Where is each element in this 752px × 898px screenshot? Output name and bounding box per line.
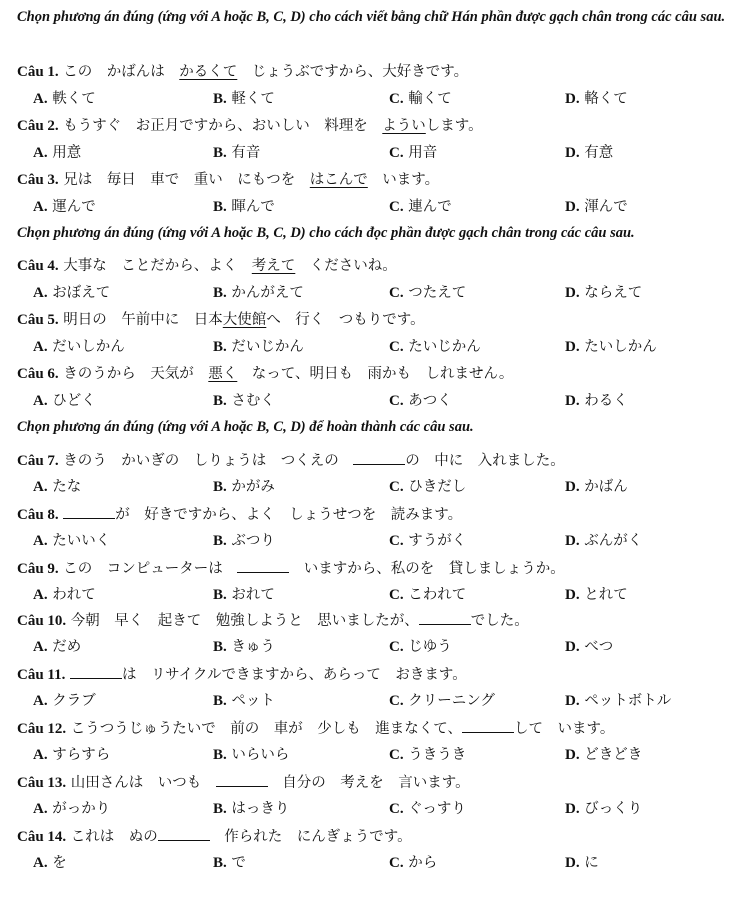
option-text: かばん [584,479,628,495]
answer-option[interactable] [33,853,67,873]
answer-option[interactable] [33,799,110,819]
option-letter: D. [565,533,580,549]
question-number: Câu 7. [17,453,59,469]
option-text: こわれて [408,587,467,603]
option-letter: A. [33,855,48,871]
option-text: うきうき [408,747,467,763]
option-text: たな [52,479,82,495]
answer-option[interactable] [565,799,642,819]
option-text: たいいく [52,533,111,549]
question-stem [17,62,747,82]
option-letter: B. [213,587,227,603]
option-letter: D. [565,91,580,107]
answer-option[interactable] [33,283,110,303]
answer-blank [237,558,289,573]
option-text: べつ [584,639,614,655]
underlined-target: はこんで [309,172,368,188]
answer-option[interactable] [213,197,275,217]
answer-option[interactable] [33,391,96,411]
option-letter: A. [33,639,48,655]
question-number: Câu 14. [17,829,67,845]
answer-option[interactable] [389,197,452,217]
answer-option[interactable] [33,89,96,109]
option-text: ペットボトル [584,693,672,709]
option-text: いらいら [231,747,290,763]
question-number: Câu 3. [17,172,59,188]
stem-text: こうつうじゅうたいで 前の 車が 少しも 進まなくて、 [70,721,463,737]
option-text: わるく [584,393,628,409]
answer-blank [63,504,115,519]
answer-options [0,283,752,303]
underlined-target: かるくて [179,64,238,80]
answer-options [0,143,752,163]
underlined-target: ようい [382,118,426,134]
option-letter: B. [213,199,227,215]
question-stem [17,664,747,685]
stem-text: でした。 [470,613,529,629]
answer-option[interactable] [389,283,466,303]
stem-text: します。 [425,118,483,134]
stem-text: は リサイクルできますから、あらって おきます。 [121,667,467,683]
option-text: から [408,855,438,871]
option-text: 運んで [52,199,96,215]
stem-text: この コンピューターは [63,561,238,577]
option-text: あつく [408,393,452,409]
answer-option[interactable] [213,531,275,551]
answer-options [0,531,752,551]
option-letter: A. [33,393,48,409]
answer-option[interactable] [565,337,657,357]
answer-option[interactable] [213,337,304,357]
question-number: Câu 4. [17,258,59,274]
option-letter: C. [389,285,404,301]
option-letter: A. [33,479,48,495]
answer-options [0,745,752,765]
option-text: 軼くて [52,91,96,107]
answer-option[interactable] [389,89,452,109]
answer-options [0,337,752,357]
option-letter: A. [33,285,48,301]
stem-text: 明日の 午前中に 日本 [63,312,223,328]
answer-option[interactable] [565,143,613,163]
option-letter: D. [565,587,580,603]
answer-blank [462,718,514,733]
option-letter: A. [33,533,48,549]
option-letter: A. [33,801,48,817]
stem-text: きのうから 天気が [63,366,209,382]
option-text: ぶんがく [584,533,643,549]
option-letter: B. [213,639,227,655]
option-letter: C. [389,533,404,549]
option-letter: B. [213,393,227,409]
option-text: 連んで [408,199,452,215]
answer-options [0,691,752,711]
answer-option[interactable] [389,853,437,873]
answer-option[interactable] [213,585,275,605]
answer-option[interactable] [565,477,628,497]
answer-options [0,89,752,109]
question-number: Câu 5. [17,312,59,328]
answer-option[interactable] [565,585,628,605]
underlined-target: 考えて [251,258,296,274]
section-instruction: Chọn phương án đúng (ứng với A hoặc B, C, D) cho cách viết bằng chữ Hán phần được gạch chân trong các câu sau. [17,9,726,25]
option-text: たいじかん [408,339,481,355]
answer-option[interactable] [389,585,466,605]
option-letter: C. [389,855,404,871]
option-letter: D. [565,339,580,355]
answer-option[interactable] [33,337,125,357]
option-text: さむく [231,393,275,409]
option-letter: D. [565,393,580,409]
question-stem [17,116,747,136]
answer-option[interactable] [213,143,260,163]
answer-option[interactable] [389,799,466,819]
question-number: Câu 10. [17,613,67,629]
question-number: Câu 11. [17,667,66,683]
option-text: クリーニング [408,693,495,709]
option-letter: D. [565,145,580,161]
answer-options [0,637,752,657]
answer-options [0,391,752,411]
stem-text: へ 行く つもりです。 [266,312,425,328]
question-number: Câu 13. [17,775,67,791]
question-number: Câu 8. [17,507,59,523]
answer-option[interactable] [33,637,81,657]
question-stem [17,256,747,276]
option-letter: A. [33,339,48,355]
option-letter: C. [389,393,404,409]
option-letter: D. [565,855,580,871]
answer-option[interactable] [33,745,110,765]
stem-text: 作られた にんぎょうです。 [209,829,412,845]
option-text: すらすら [52,747,111,763]
answer-option[interactable] [33,197,96,217]
answer-option[interactable] [389,637,452,657]
answer-option[interactable] [389,477,466,497]
underlined-target: 悪く [208,366,238,382]
option-letter: A. [33,91,48,107]
answer-options [0,477,752,497]
stem-text: 山田さんは いつも [70,775,216,791]
option-text: つたえて [408,285,467,301]
option-letter: C. [389,145,404,161]
stem-text: きのう かいぎの しりょうは つくえの [63,453,354,469]
option-letter: D. [565,801,580,817]
stem-text: なって、明日も 雨かも しれません。 [237,366,514,382]
option-letter: B. [213,801,227,817]
answer-blank [419,610,471,625]
answer-option[interactable] [389,337,481,357]
option-text: とれて [584,587,628,603]
answer-option[interactable] [33,691,96,711]
question-number: Câu 1. [17,64,59,80]
option-text: クラブ [52,693,96,709]
question-stem [17,610,747,631]
option-letter: C. [389,199,404,215]
answer-option[interactable] [389,691,495,711]
option-text: じゆう [408,639,452,655]
option-letter: B. [213,693,227,709]
stem-text: の 中に 入れました。 [405,453,565,469]
option-text: がっかり [52,801,111,817]
stem-text: これは ぬの [70,829,158,845]
option-text: ひきだし [408,479,467,495]
option-letter: D. [565,639,580,655]
answer-option[interactable] [213,391,275,411]
stem-text: じょうぶですから、大好きです。 [237,64,469,80]
answer-options [0,853,752,873]
answer-option[interactable] [565,197,628,217]
option-text: すうがく [408,533,467,549]
option-text: おぼえて [52,285,111,301]
answer-blank [70,664,122,679]
option-letter: D. [565,479,580,495]
option-text: で [231,855,246,871]
answer-option[interactable] [33,477,81,497]
option-text: びっくり [584,801,643,817]
option-text: はっきり [231,801,290,817]
stem-text: もうすぐ お正月ですから、おいしい 料理を [63,118,383,134]
option-text: 有音 [231,145,261,161]
option-letter: C. [389,479,404,495]
answer-blank [353,450,405,465]
answer-options [0,799,752,819]
answer-option[interactable] [389,391,452,411]
stem-text: 大事な ことだから、よく [63,258,252,274]
option-text: かがみ [231,479,275,495]
question-stem [17,772,747,793]
stem-text: この かばんは [63,64,180,80]
option-text: 用音 [408,145,438,161]
option-letter: B. [213,479,227,495]
answer-option[interactable] [213,283,304,303]
answer-options [0,585,752,605]
option-letter: B. [213,145,227,161]
option-letter: B. [213,285,227,301]
answer-option[interactable] [33,585,96,605]
option-text: だいしかん [52,339,125,355]
option-letter: A. [33,693,48,709]
option-text: かんがえて [231,285,304,301]
option-text: 用意 [52,145,82,161]
option-text: われて [52,587,96,603]
answer-blank [158,826,210,841]
question-stem [17,450,747,471]
option-letter: A. [33,199,48,215]
option-letter: C. [389,587,404,603]
answer-option[interactable] [565,89,628,109]
option-text: 軽くて [231,91,275,107]
answer-option[interactable] [33,143,81,163]
question-number: Câu 2. [17,118,59,134]
option-text: たいしかん [584,339,657,355]
answer-options [0,197,752,217]
question-number: Câu 6. [17,366,59,382]
answer-option[interactable] [565,853,599,873]
option-letter: D. [565,199,580,215]
section-instruction: Chọn phương án đúng (ứng với A hoặc B, C, D) để hoàn thành các câu sau. [17,419,474,435]
answer-option[interactable] [33,531,110,551]
stem-text: くださいね。 [295,258,397,274]
answer-option[interactable] [213,637,275,657]
answer-option[interactable] [565,637,613,657]
underlined-target: 大使館 [222,312,267,328]
option-letter: B. [213,533,227,549]
question-number: Câu 12. [17,721,67,737]
option-letter: C. [389,801,404,817]
answer-option[interactable] [565,745,642,765]
question-stem [17,364,747,384]
option-text: 渾んで [584,199,628,215]
option-text: ペット [231,693,275,709]
answer-option[interactable] [213,691,275,711]
answer-option[interactable] [213,799,289,819]
answer-option[interactable] [389,531,466,551]
option-text: 輸くて [408,91,452,107]
option-letter: C. [389,339,404,355]
answer-option[interactable] [565,283,642,303]
option-letter: C. [389,639,404,655]
answer-option[interactable] [213,89,275,109]
question-stem [17,170,747,190]
answer-option[interactable] [213,853,246,873]
option-letter: D. [565,285,580,301]
option-text: ならえて [584,285,643,301]
stem-text: 兄は 毎日 車で 重い にもつを [63,172,310,188]
stem-text: 今朝 早く 起きて 勉強しようと 思いましたが、 [70,613,419,629]
stem-text: 自分の 考えを 言います。 [267,775,470,791]
answer-option[interactable] [565,391,628,411]
stem-text: いますから、私のを 貸しましょうか。 [289,561,565,577]
option-text: おれて [231,587,275,603]
option-letter: A. [33,587,48,603]
option-letter: B. [213,339,227,355]
answer-blank [216,772,268,787]
question-number: Câu 9. [17,561,59,577]
answer-option[interactable] [565,691,671,711]
option-letter: D. [565,747,580,763]
option-text: ぐっすり [408,801,466,817]
option-text: ひどく [52,393,96,409]
option-letter: B. [213,91,227,107]
answer-option[interactable] [565,531,642,551]
option-letter: C. [389,747,404,763]
question-stem [17,826,747,847]
option-letter: B. [213,855,227,871]
question-stem [17,718,747,739]
option-letter: B. [213,747,227,763]
option-text: だいじかん [231,339,304,355]
answer-option[interactable] [213,745,289,765]
question-stem [17,558,747,579]
answer-option[interactable] [389,143,437,163]
option-text: を [52,855,67,871]
answer-option[interactable] [213,477,275,497]
option-letter: C. [389,693,404,709]
section-instruction: Chọn phương án đúng (ứng với A hoặc B, C, D) cho cách đọc phần được gạch chân trong các câu sau. [17,225,635,241]
option-letter: A. [33,145,48,161]
stem-text: して います。 [514,721,615,737]
question-stem [17,504,747,525]
option-text: 輅くて [584,91,628,107]
question-stem [17,310,747,330]
answer-option[interactable] [389,745,466,765]
option-text: どきどき [584,747,643,763]
stem-text: います。 [367,172,440,188]
option-text: ぶつり [231,533,275,549]
option-text: きゅう [231,639,275,655]
option-letter: A. [33,747,48,763]
option-text: 有意 [584,145,614,161]
stem-text: が 好きですから、よく しょうせつを 読みます。 [115,507,463,523]
option-letter: D. [565,693,580,709]
option-text: だめ [52,639,82,655]
option-text: 暉んで [231,199,275,215]
option-text: に [584,855,599,871]
option-letter: C. [389,91,404,107]
